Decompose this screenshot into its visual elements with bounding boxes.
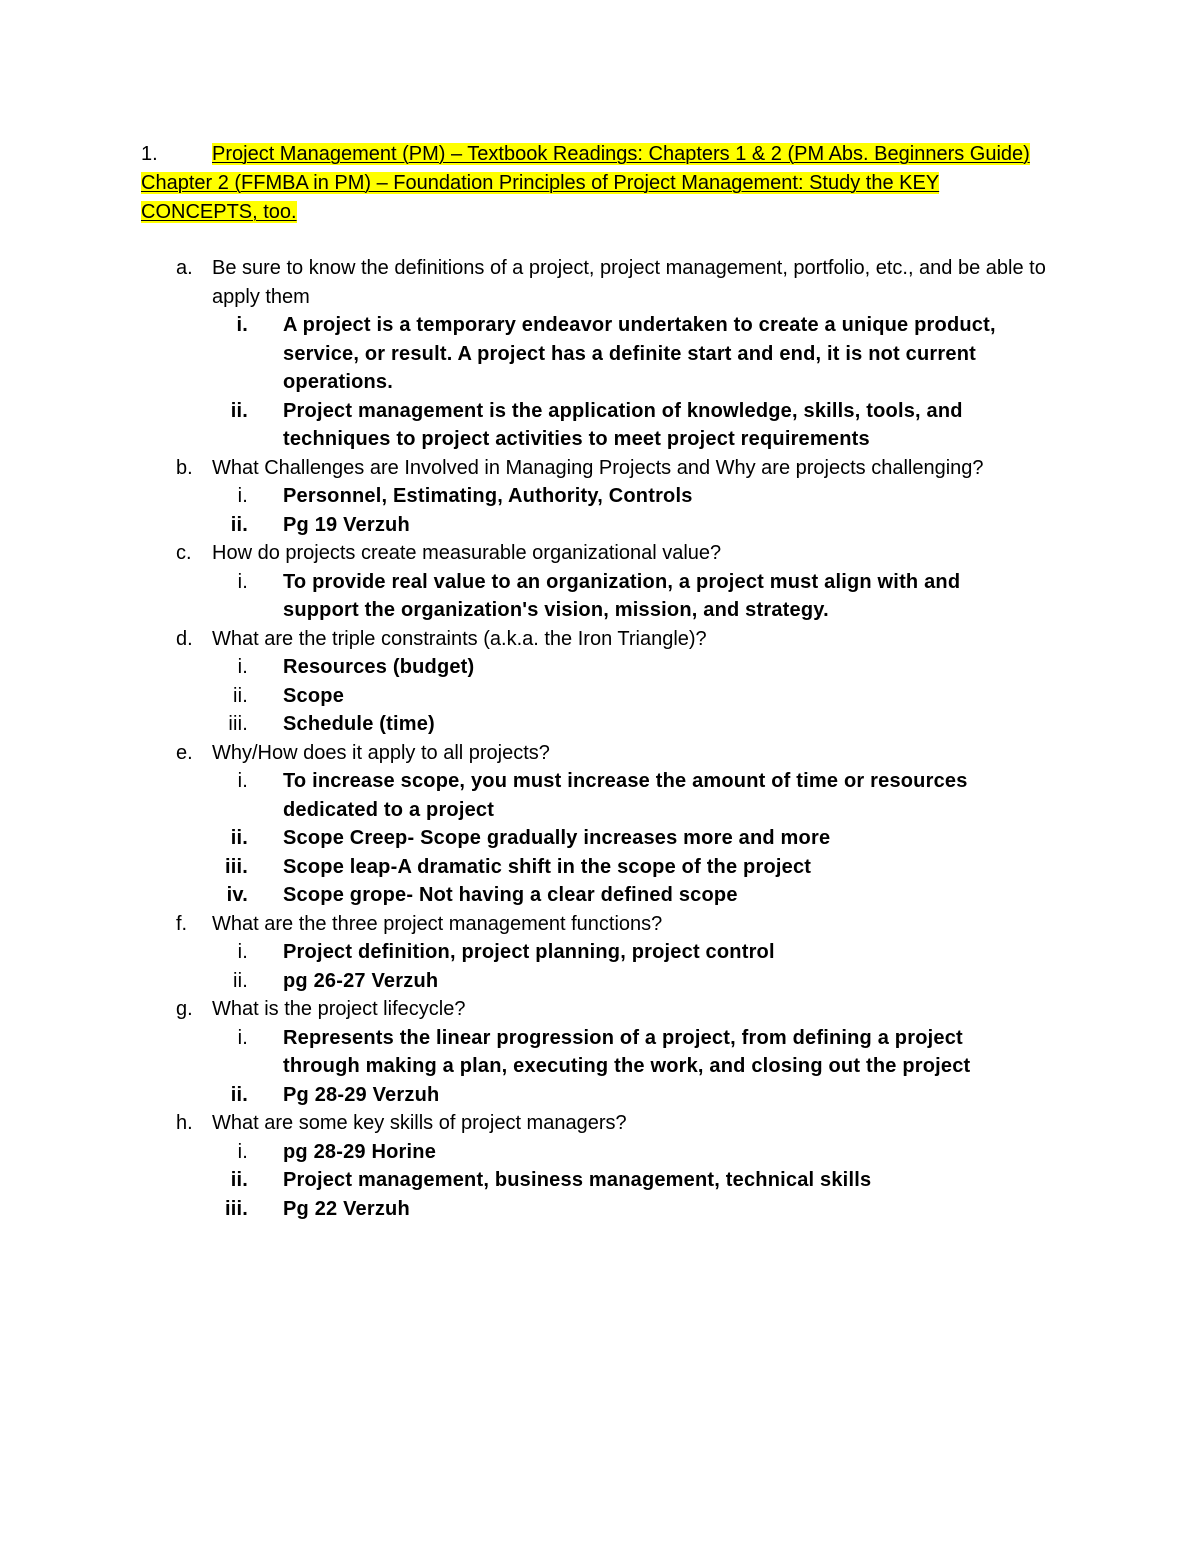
answer-item <box>0 1195 1023 1224</box>
answer-marker: iii. <box>224 1197 248 1220</box>
item-marker: h. <box>176 1112 193 1134</box>
answer-item <box>0 938 1023 967</box>
answer-marker: ii. <box>232 684 248 707</box>
answer-text: A project is a temporary endeavor undertaken to create a unique product, service, or result. A project has a definite start and end, it is not current operations. <box>283 314 996 393</box>
item-question: What are the three project management functions? <box>212 912 663 935</box>
answer-text: Pg 19 Verzuh <box>283 513 410 536</box>
answer-marker: iii. <box>228 713 248 735</box>
list-item <box>0 910 1052 939</box>
answer-text: To increase scope, you must increase the amount of time or resources dedicated to a project <box>283 770 968 821</box>
answer-item <box>0 1024 1023 1081</box>
answer-item <box>0 653 1023 682</box>
item-question: What is the project lifecycle? <box>212 998 466 1020</box>
item-marker: e. <box>176 741 193 764</box>
item-question: Why/How does it apply to all projects? <box>212 741 550 764</box>
answer-marker: ii. <box>230 399 248 422</box>
answer-marker: i. <box>237 485 248 507</box>
answer-item <box>0 1138 1023 1167</box>
answer-marker: ii. <box>232 969 248 992</box>
list-item <box>0 539 1052 568</box>
answer-text: Pg 28-29 Verzuh <box>283 1083 440 1106</box>
item-marker: f. <box>176 912 188 935</box>
answer-text: Project definition, project planning, project control <box>283 941 775 963</box>
list-item <box>0 739 1052 768</box>
item-question: What are some key skills of project managers? <box>212 1112 627 1134</box>
answer-marker: i. <box>237 656 248 678</box>
item-question: How do projects create measurable organizational value? <box>212 542 722 564</box>
list-item <box>0 995 1052 1024</box>
answer-text: Resources (budget) <box>283 656 475 678</box>
answer-item <box>0 568 1023 625</box>
answer-text: Project management is the application of knowledge, skills, tools, and techniques to project activities to meet project requirements <box>283 399 963 450</box>
answer-marker: iv. <box>226 884 248 906</box>
answer-text: Scope Creep- Scope gradually increases more and more <box>283 827 831 849</box>
answer-marker: i. <box>236 314 248 336</box>
list-item <box>0 454 1052 483</box>
answer-item <box>0 682 1023 711</box>
answer-marker: i. <box>237 941 248 963</box>
item-marker: d. <box>176 627 193 650</box>
answer-marker: i. <box>237 1026 248 1049</box>
section-number: 1. <box>141 143 158 165</box>
answer-marker: ii. <box>230 513 248 536</box>
answer-item <box>0 1166 1023 1195</box>
answer-marker: iii. <box>224 855 248 878</box>
list-item <box>0 1109 1052 1138</box>
item-marker: b. <box>176 456 193 479</box>
list-item <box>0 254 1052 311</box>
answer-text: To provide real value to an organization, a project must align with and support the organization's vision, mission, and strategy. <box>283 570 961 621</box>
answer-item <box>0 397 1023 454</box>
answer-marker: i. <box>237 1140 248 1163</box>
section-title-highlighted: Project Management (PM) – Textbook Readings: Chapters 1 & 2 (PM Abs. Beginners Guide) Chapter 2 (FFMBA in PM) – Foundation Principles of Project Management: Study the KEY CONCEPTS, too. <box>141 143 1030 223</box>
answer-item <box>0 482 1023 511</box>
answer-text: Scope <box>283 684 345 707</box>
item-marker: g. <box>176 998 193 1020</box>
answer-item <box>0 853 1023 882</box>
answer-text: Represents the linear progression of a project, from defining a project through making a plan, executing the work, and closing out the project <box>283 1026 971 1077</box>
answer-item <box>0 710 1023 739</box>
answer-marker: ii. <box>230 1169 248 1191</box>
answer-marker: i. <box>237 570 248 593</box>
answer-marker: i. <box>237 770 248 792</box>
answer-text: Personnel, Estimating, Authority, Controls <box>283 485 693 507</box>
answer-item <box>0 1081 1023 1110</box>
answer-text: pg 28-29 Horine <box>283 1140 437 1163</box>
section-heading <box>141 140 1041 227</box>
item-question: What are the triple constraints (a.k.a. the Iron Triangle)? <box>212 627 707 650</box>
answer-item <box>0 881 1023 910</box>
answer-item <box>0 767 1023 824</box>
item-marker: c. <box>176 542 192 564</box>
answer-item <box>0 967 1023 996</box>
item-question: Be sure to know the definitions of a project, project management, portfolio, etc., and be able to apply them <box>212 257 1046 308</box>
answer-marker: ii. <box>230 827 248 849</box>
list-item <box>0 625 1052 654</box>
answer-item <box>0 311 1023 397</box>
question-list <box>0 254 1200 1223</box>
answer-item <box>0 824 1023 853</box>
item-question: What Challenges are Involved in Managing Projects and Why are projects challenging? <box>212 456 984 479</box>
answer-marker: ii. <box>230 1083 248 1106</box>
answer-item <box>0 511 1023 540</box>
item-marker: a. <box>176 257 193 279</box>
answer-text: Schedule (time) <box>283 713 435 735</box>
answer-text: Scope grope- Not having a clear defined scope <box>283 884 738 906</box>
answer-text: Pg 22 Verzuh <box>283 1197 410 1220</box>
answer-text: Project management, business management, technical skills <box>283 1169 872 1191</box>
answer-text: Scope leap-A dramatic shift in the scope of the project <box>283 855 812 878</box>
answer-text: pg 26-27 Verzuh <box>283 969 439 992</box>
